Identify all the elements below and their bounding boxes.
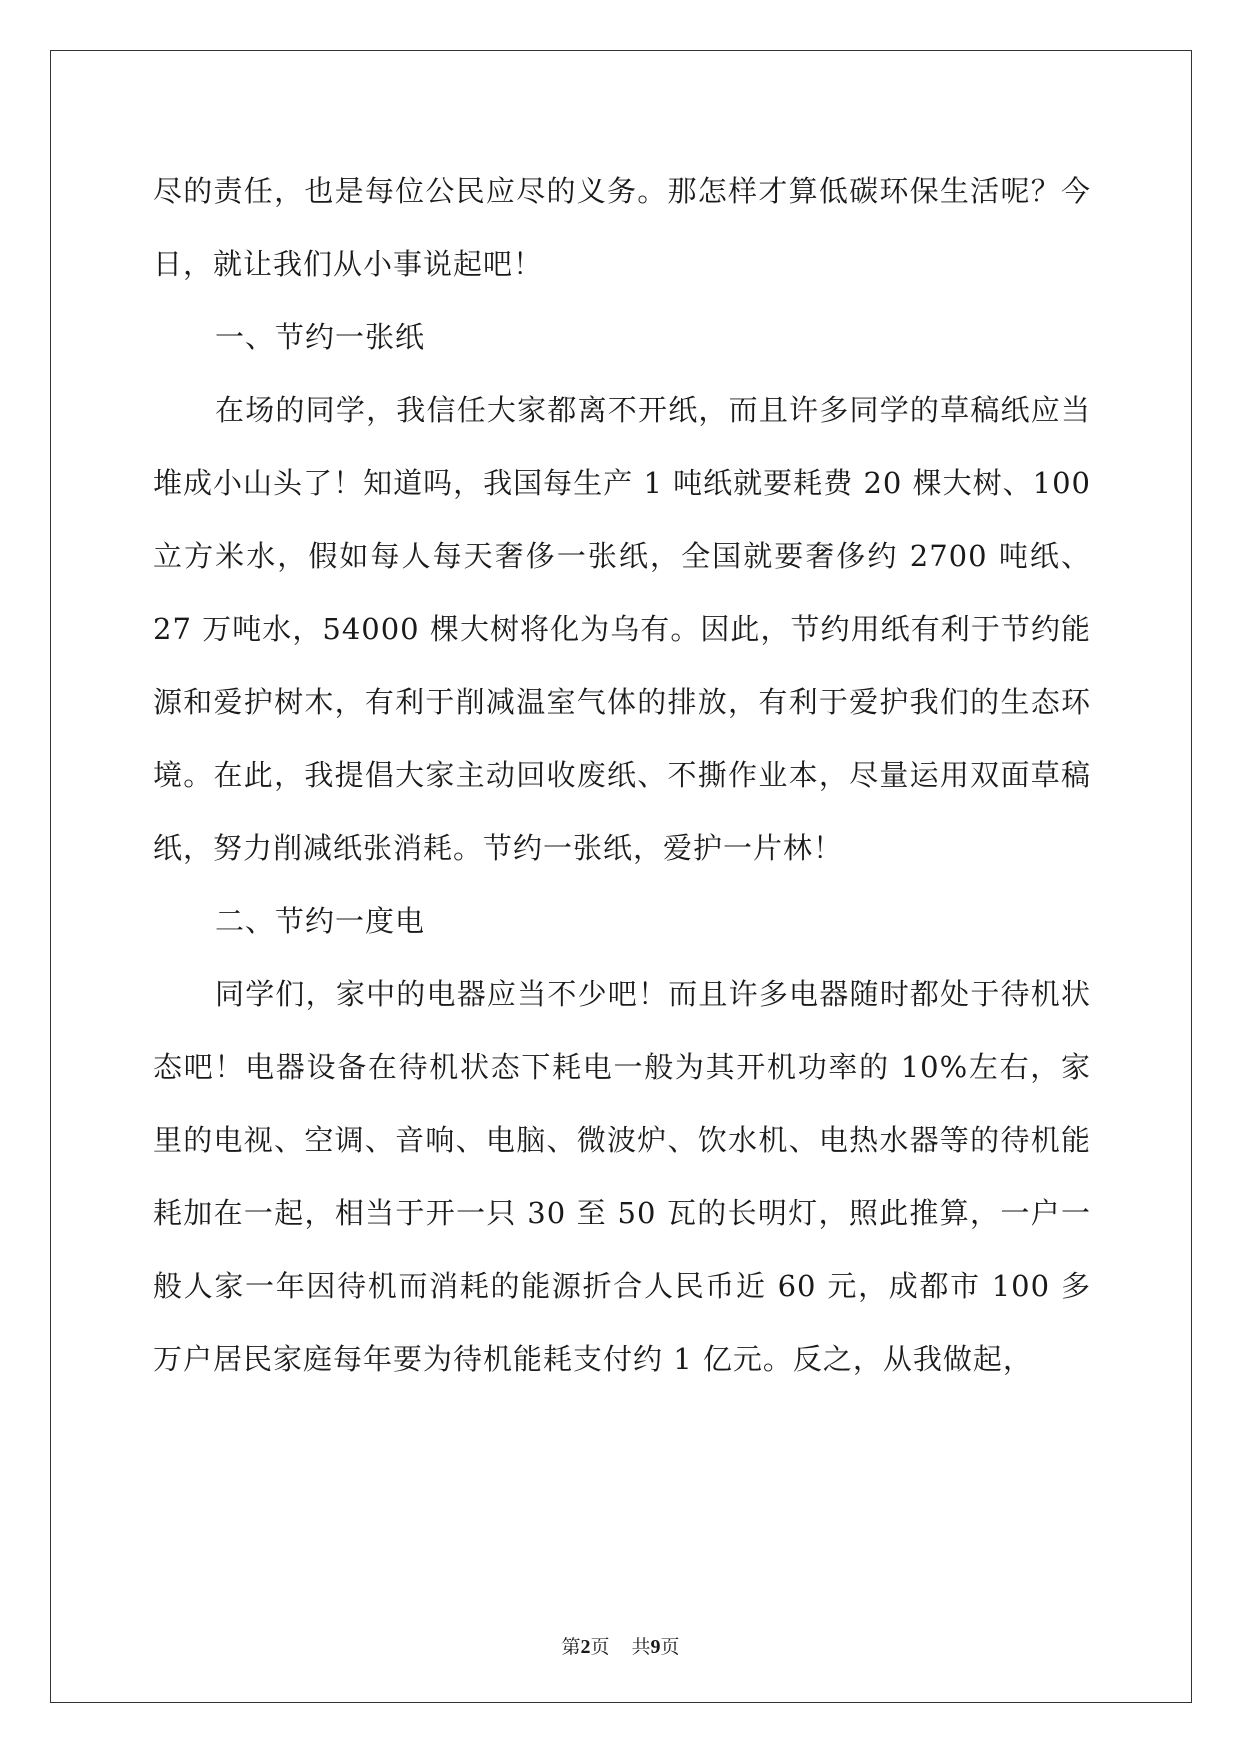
total-prefix: 共 <box>631 1636 651 1658</box>
section-heading-2: 二、节约一度电 <box>215 904 426 938</box>
page-suffix: 页 <box>590 1636 610 1658</box>
page-footer <box>0 1632 1241 1659</box>
document-body <box>153 155 1091 1396</box>
page-number: 2 <box>580 1636 591 1658</box>
paragraph-2: 在场的同学，我信任大家都离不开纸，而且许多同学的草稿纸应当堆成小山头了！知道吗，我国每生产 1 吨纸就要耗费 20 棵大树、100 立方米水，假如每人每天奢侈一张纸，全国就要奢侈约 2700 吨纸、27 万吨水，54000 棵大树将化为乌有。因此，节约用纸有利于节约能源和爱护树木，有利于削减温室气体的排放，有利于爱护我们的生态环境。在此，我提倡大家主动回收废纸、不撕作业本，尽量运用双面草稿纸，努力削减纸张消耗。节约一张纸，爱护一片林！ <box>153 393 1091 865</box>
paragraph-1: 尽的责任，也是每位公民应尽的义务。那怎样才算低碳环保生活呢？今日，就让我们从小事说起吧！ <box>153 174 1091 281</box>
total-pages: 9 <box>650 1636 661 1658</box>
paragraph-3: 同学们，家中的电器应当不少吧！而且许多电器随时都处于待机状态吧！电器设备在待机状态下耗电一般为其开机功率的 10%左右，家里的电视、空调、音响、电脑、微波炉、饮水机、电热水器等的待机能耗加在一起，相当于开一只 30 至 50 瓦的长明灯，照此推算，一户一般人家一年因待机而消耗的能源折合人民币近 60 元，成都市 100 多万户居民家庭每年要为待机能耗支付约 1 亿元。反之，从我做起， <box>153 977 1091 1376</box>
total-suffix: 页 <box>660 1636 680 1658</box>
page-prefix: 第 <box>561 1636 581 1658</box>
section-heading-1: 一、节约一张纸 <box>215 320 426 354</box>
